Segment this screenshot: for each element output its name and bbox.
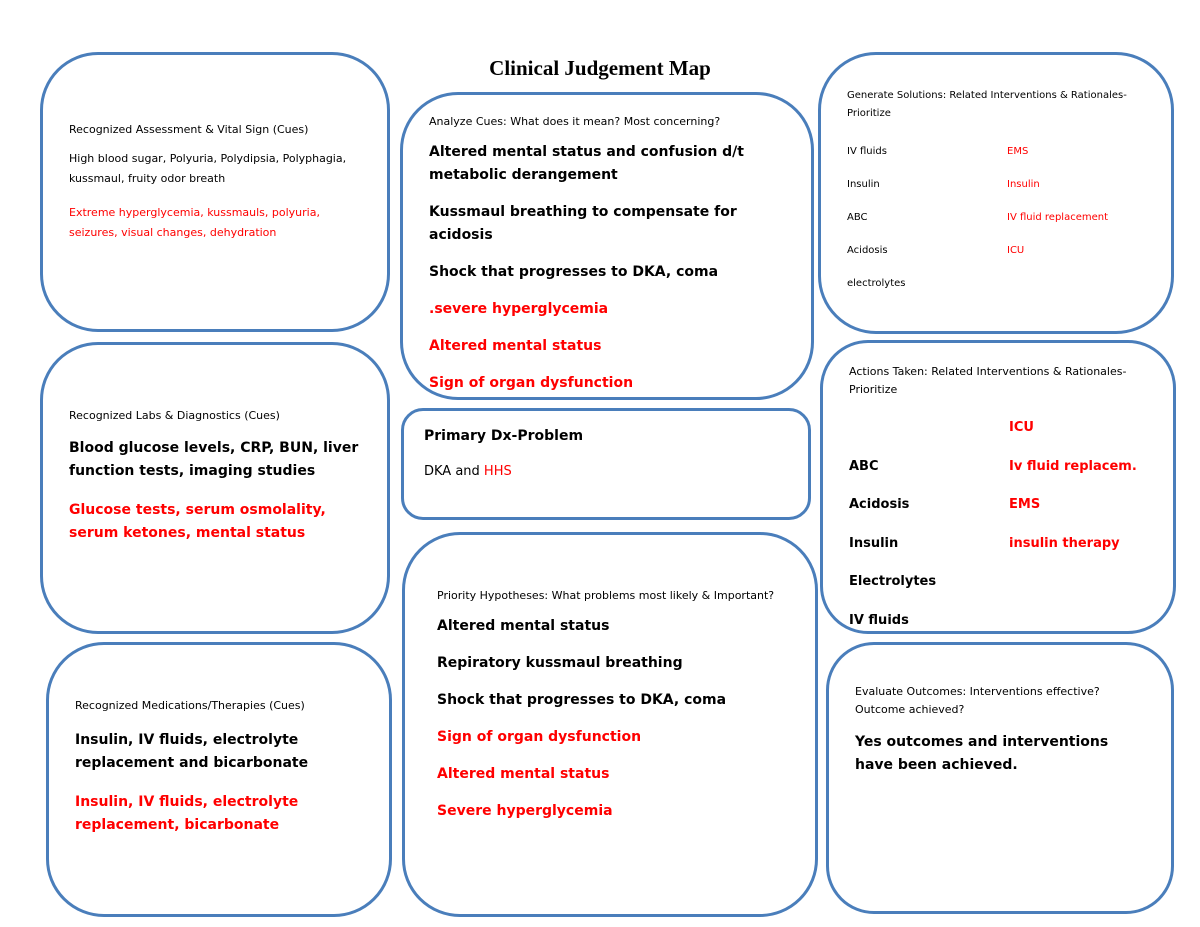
actions-left-item (849, 409, 1009, 448)
hypothesis-red-item: Altered mental status (437, 766, 610, 782)
hypotheses-box (402, 532, 818, 917)
analyze-box (400, 92, 814, 400)
primary-dx-value-black: DKA and (424, 464, 484, 479)
actions-list (849, 409, 1153, 634)
generate-left-item: IV fluids (847, 146, 887, 157)
assessment-box (40, 52, 390, 332)
actions-right-item (1009, 602, 1153, 635)
actions-right-item (1009, 563, 1153, 602)
generate-box (818, 52, 1174, 334)
generate-right-item: Insulin (1007, 179, 1040, 190)
labs-red-text: Glucose tests, serum osmolality, serum ketones, mental status (69, 502, 326, 541)
actions-heading: Actions Taken: Related Interventions & Rationales- Prioritize (849, 365, 1127, 396)
actions-right-item: EMS (1009, 497, 1041, 512)
labs-heading: Recognized Labs & Diagnostics (Cues) (69, 409, 280, 422)
assessment-black-text: High blood sugar, Polyuria, Polydipsia, Polyphagia, kussmaul, fruity odor breath (69, 152, 347, 185)
analyze-red-item: Sign of organ dysfunction (429, 375, 634, 391)
actions-right-item: ICU (1009, 420, 1034, 435)
primary-dx-value (424, 462, 788, 482)
medications-black-text: Insulin, IV fluids, electrolyte replacement and bicarbonate (75, 732, 309, 771)
page-title: Clinical Judgement Map (489, 56, 711, 80)
generate-left-item: Insulin (847, 179, 880, 190)
medications-heading: Recognized Medications/Therapies (Cues) (75, 699, 305, 712)
assessment-heading: Recognized Assessment & Vital Sign (Cues) (69, 123, 309, 136)
generate-left-item: electrolytes (847, 278, 906, 289)
generate-right-item: ICU (1007, 245, 1025, 256)
generate-left-item: ABC (847, 212, 868, 223)
hypothesis-red-item: Sign of organ dysfunction (437, 729, 642, 745)
hypothesis-item: Altered mental status (437, 618, 610, 634)
medications-box (46, 642, 392, 917)
actions-right-item: Iv fluid replacem. (1009, 458, 1137, 474)
primary-dx-box (401, 408, 811, 520)
actions-left-item: Electrolytes (849, 574, 937, 589)
actions-box (820, 340, 1176, 634)
analyze-heading: Analyze Cues: What does it mean? Most concerning? (429, 115, 721, 128)
primary-dx-value-red: HHS (483, 464, 512, 479)
actions-left-item: Insulin (849, 535, 899, 551)
actions-right-item: insulin therapy (1009, 535, 1120, 551)
analyze-item: Kussmaul breathing to compensate for acidosis (429, 204, 737, 243)
generate-heading: Generate Solutions: Related Interventions & Rationales- Prioritize (847, 90, 1127, 119)
actions-left-item: Acidosis (849, 497, 910, 512)
assessment-red-text: Extreme hyperglycemia, kussmauls, polyuria, seizures, visual changes, dehydration (69, 206, 320, 239)
generate-left-item: Acidosis (847, 245, 888, 256)
analyze-item: Shock that progresses to DKA, coma (429, 264, 719, 280)
labs-box (40, 342, 390, 634)
evaluate-heading: Evaluate Outcomes: Interventions effective? Outcome achieved? (855, 685, 1100, 716)
generate-right-item: IV fluid replacement (1007, 212, 1109, 223)
medications-red-text: Insulin, IV fluids, electrolyte replacement, bicarbonate (75, 794, 299, 833)
analyze-item: Altered mental status and confusion d/t metabolic derangement (429, 144, 744, 183)
labs-black-text: Blood glucose levels, CRP, BUN, liver function tests, imaging studies (69, 440, 359, 479)
hypothesis-item: Repiratory kussmaul breathing (437, 655, 683, 671)
generate-right-item: EMS (1007, 146, 1029, 157)
primary-dx-heading: Primary Dx-Problem (424, 428, 584, 444)
hypotheses-heading: Priority Hypotheses: What problems most likely & Important? (437, 589, 775, 602)
generate-list (847, 135, 1151, 300)
hypothesis-red-item: Severe hyperglycemia (437, 803, 613, 819)
actions-left-item: IV fluids (849, 612, 909, 628)
analyze-red-item: Altered mental status (429, 338, 602, 354)
actions-left-item: ABC (849, 458, 879, 474)
evaluate-box (826, 642, 1174, 914)
hypothesis-item: Shock that progresses to DKA, coma (437, 692, 727, 708)
evaluate-text: Yes outcomes and interventions have been achieved. (855, 734, 1109, 773)
analyze-red-item: .severe hyperglycemia (429, 301, 609, 317)
generate-right-item (1007, 267, 1151, 300)
